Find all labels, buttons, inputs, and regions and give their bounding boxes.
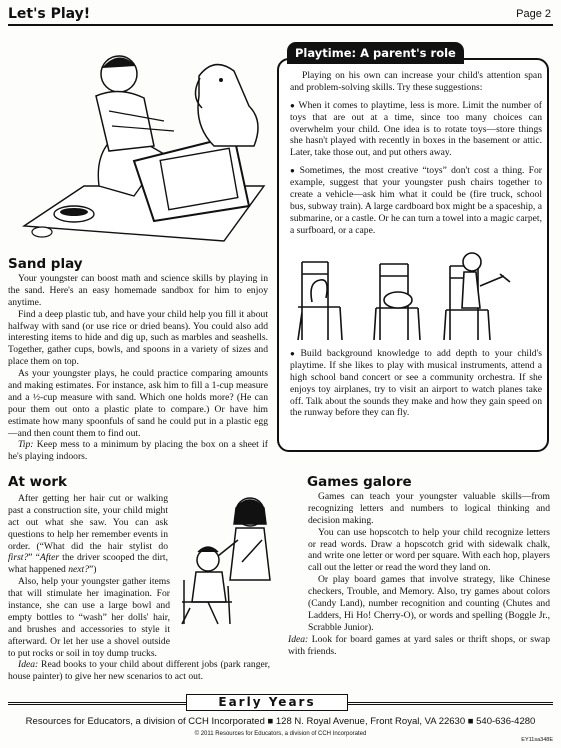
text: After getting her hair cut or walking past a construction site, your child might act out what she saw. You can ask questions to help her remember events in order. (“What did the hair stylist do <box>8 493 168 552</box>
text: next? <box>68 564 89 576</box>
tip-paragraph <box>8 439 268 463</box>
bullet-text: When it comes to playtime, less is more. Limit the number of toys that are out at a time, since too many choices can overwhelm your child. One idea is to rotate toys—store things she hasn't played with recently in boxes in the basement or attic. Later, take those out, and put others away. <box>290 99 542 159</box>
idea-text: Look for board games at yard sales or thrift shops, or swap with friends. <box>288 633 550 657</box>
paragraph: Or play board games that involve strategy, like Chinese checkers, Trouble, and Memory. Also, try games about colors (Candy Land), number recognition and counting (Chutes and Ladders, Hi Ho! Cherry-O), or words and spelling (Boggle Jr., Scrabble Junior). <box>308 574 550 633</box>
playtime-bullet <box>290 165 542 236</box>
masthead-rule-left <box>8 702 186 705</box>
tip-label: Tip: <box>18 439 34 451</box>
idea-paragraph <box>8 659 270 683</box>
text: first? <box>8 552 29 564</box>
page-number: Page 2 <box>516 8 551 20</box>
paragraph: Also, help your youngster gather items that will stimulate her imagination. For instance, she can use a large bowl and empty bottles to “wash” her dolls' hair, and brushes and accessories to style it afterward. Or let her use a shovel outside to put rocks or soil in toy dump trucks. <box>8 576 170 659</box>
bullet-icon: ● <box>290 166 297 176</box>
section-title: Let's Play! <box>8 6 91 22</box>
header-rule <box>8 24 553 26</box>
paragraph: Your youngster can boost math and science skills by playing in the sand. Here's an easy homemade sandbox for him to enjoy anytime. <box>8 273 268 308</box>
games-body <box>288 491 550 657</box>
masthead-logo: Early Years <box>186 694 348 711</box>
playtime-bullet <box>290 100 542 159</box>
bullet-icon: ● <box>290 349 298 358</box>
playtime-title: Playtime: A parent's role <box>287 42 464 64</box>
paragraph: As your youngster plays, he could practice comparing amounts and making estimates. For instance, ask him to fill a 1-cup measure and a ½-cup measure with sand. Which one holds more? (He can pour them out onto a plastic plate to compare.) Or have him estimate how many spoonfuls of sand he could put in a plastic egg—and then count them to find out. <box>8 368 268 439</box>
text: the driver scooped the dirt, what happened <box>8 552 168 576</box>
playtime-body-2 <box>290 348 542 425</box>
idea-text: Read books to your child about different jobs (park ranger, house painter) to give her new scenarios to act out. <box>8 659 270 683</box>
text: ” “ <box>28 552 40 564</box>
publisher-line: Resources for Educators, a division of CCH Incorporated ■ 128 N. Royal Avenue, Front Royal, VA 22630 ■ 540-636-4280 <box>25 716 536 727</box>
tip-text: Keep mess to a minimum by placing the box on a sheet if he's playing indoors. <box>8 439 268 463</box>
sandbox-illustration <box>14 36 276 252</box>
playtime-body <box>290 70 542 243</box>
playtime-bullet <box>290 348 542 419</box>
sand-heading: Sand play <box>8 256 83 272</box>
games-heading: Games galore <box>307 474 412 490</box>
playtime-intro: Playing on his own can increase your child's attention span and problem-solving skills. Try these suggestions: <box>290 70 542 93</box>
paragraph: Games can teach your youngster valuable skills—from recognizing letters and numbers to logical thinking and decision making. <box>308 491 550 526</box>
idea-label: Idea: <box>288 633 309 645</box>
idea-paragraph <box>288 634 550 658</box>
doll-hair-illustration <box>178 490 278 630</box>
work-heading: At work <box>8 474 67 490</box>
chairs-illustration <box>290 252 545 347</box>
text: After <box>39 552 60 564</box>
copyright-line: © 2011 Resources for Educators, a division of CCH Incorporated <box>194 731 367 737</box>
sand-body <box>8 273 268 463</box>
paragraph: You can use hopscotch to help your child recognize letters or read words. Draw a hopscotch grid with sidewalk chalk, and write one letter or word per square. With each hop, players call out the letter or read the word they land on. <box>308 526 550 574</box>
bullet-text: Build background knowledge to add depth to your child's playtime. If she likes to play with musical instruments, attend a high school band concert or see a community orchestra. If she enjoys toy airplanes, try to visit an airport to watch planes take off. Talk about the sounds they make and how they gain speed on the runway before they can fly. <box>290 348 542 419</box>
masthead-rule-right <box>348 702 553 705</box>
bullet-text: Sometimes, the most creative “toys” don't cost a thing. For example, suggest that your youngster push chairs together to create a vehicle—ask him what it could be (fire truck, school bus, subway train). A large cardboard box might be a spaceship, a submarine, or a castle. Or he can turn a towel into a magic carpet, a surfboard, or a cape. <box>290 165 542 236</box>
text: ”) <box>89 564 97 576</box>
paragraph <box>8 493 168 576</box>
bullet-icon: ● <box>290 100 296 110</box>
idea-label: Idea: <box>18 659 39 671</box>
issue-code: EY11sa348E <box>521 737 553 743</box>
paragraph: Find a deep plastic tub, and have your child help you fill it about halfway with sand (or use rice or dried beans). You could also add interesting items to hide and dig up, such as marbles and seashells. Together, gather cups, bowls, and spoons in a variety of sizes and place them on top. <box>8 308 268 368</box>
